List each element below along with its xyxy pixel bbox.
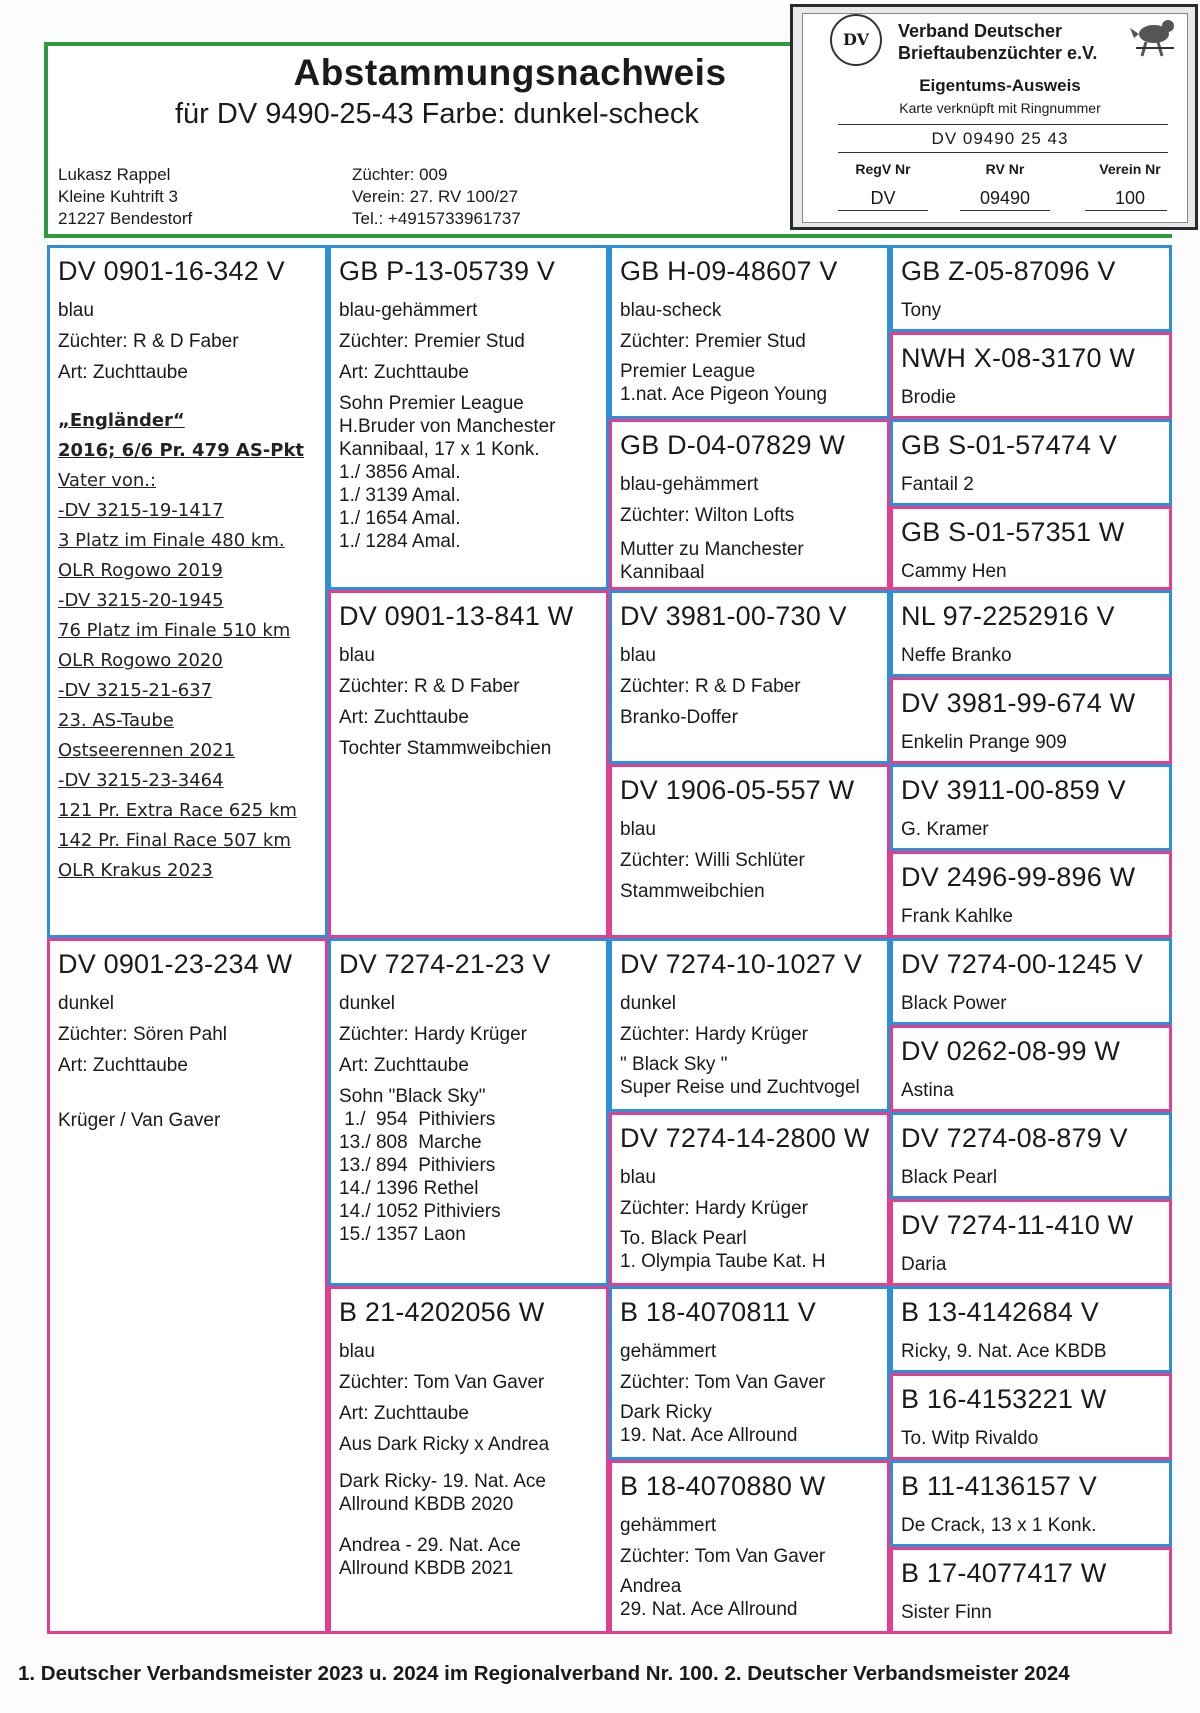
pigeon-name: Daria [901,1254,947,1275]
note: 1./ 1654 Amal. [339,508,461,529]
page-subtitle: für DV 9490-25-43 Farbe: dunkel-scheck [175,98,699,130]
color: blau [620,1167,656,1188]
ring-number: B 11-4136157 V [901,1471,1097,1501]
gg-box [609,1112,890,1286]
gg-box [609,1286,890,1460]
gg-box [609,764,890,938]
breeder: Züchter: R & D Faber [339,676,520,697]
owner-line: Kleine Kuhtrift 3 [58,187,179,206]
note: H.Bruder von Manchester [339,416,556,437]
note: -DV 3215-23-3464 [58,770,224,791]
breeder: Züchter: Sören Pahl [58,1024,227,1045]
breeder: Züchter: Tom Van Gaver [339,1372,545,1393]
ring-number: DV 7274-00-1245 V [901,949,1144,979]
note: 121 Pr. Extra Race 625 km [58,800,297,821]
note: 29. Nat. Ace Allround [620,1599,798,1620]
ring-number: B 16-4153221 W [901,1384,1107,1414]
pigeon-name: Black Power [901,993,1007,1014]
pigeon-name: Fantail 2 [901,474,974,495]
ggg-box [890,851,1172,938]
color: dunkel [58,993,114,1014]
ring-number: DV 1906-05-557 W [620,775,855,805]
pigeon-name: Cammy Hen [901,561,1007,582]
note: 15./ 1357 Laon [339,1224,466,1245]
card-divider [838,152,1168,153]
breeder: Züchter: Hardy Krüger [620,1198,808,1219]
note: 1. Olympia Taube Kat. H [620,1251,826,1272]
ggg-box [890,1547,1172,1634]
pigeon-name: De Crack, 13 x 1 Konk. [901,1515,1097,1536]
card-ring-number: DV 09490 25 43 [931,129,1069,148]
note: Mutter zu Manchester [620,539,804,560]
org-line: Brieftaubenzüchter e.V. [898,43,1098,63]
breeder-line: Züchter: 009 [352,165,448,184]
mother-box [47,938,328,1634]
note: To. Black Pearl [620,1228,747,1249]
breeder: Züchter: R & D Faber [58,331,239,352]
ring-number: NL 97-2252916 V [901,601,1115,631]
ring-number: B 18-4070811 V [620,1297,816,1327]
note: 3 Platz im Finale 480 km. [58,530,285,551]
rv-value: 09490 [979,188,1031,208]
regv-value: DV [870,188,896,208]
note: Andrea - 29. Nat. Ace [339,1535,521,1556]
breeder: Züchter: Hardy Krüger [339,1024,527,1045]
note: 13./ 808 Marche [339,1132,482,1153]
note: -DV 3215-19-1417 [58,500,224,521]
note: Tochter Stammweibchien [339,738,552,759]
ggg-box [890,590,1172,677]
ring-number: GB S-01-57474 V [901,430,1118,460]
color: blau-gehämmert [339,300,478,321]
note: 13./ 894 Pithiviers [339,1155,496,1176]
note: Ostseerennen 2021 [58,740,236,761]
color: blau-gehämmert [620,474,759,495]
note: 1./ 1284 Amal. [339,531,461,552]
pigeon-name: Tony [901,300,942,321]
ring-number: DV 0901-13-841 W [339,601,574,631]
ring-number: DV 3981-99-674 W [901,688,1136,718]
ring-number: DV 7274-10-1027 V [620,949,863,979]
note: Sohn "Black Sky" [339,1086,486,1107]
pigeon-name: Neffe Branko [901,645,1012,666]
note: 14./ 1396 Rethel [339,1178,479,1199]
note: OLR Rogowo 2019 [58,560,223,581]
type: Art: Zuchttaube [58,1055,188,1076]
gg-box [609,938,890,1112]
note: " Black Sky " [620,1054,728,1075]
ggg-box [890,1112,1172,1199]
note: Kannibaal, 17 x 1 Konk. [339,439,540,460]
pigeon-name: G. Kramer [901,819,989,840]
color: dunkel [620,993,676,1014]
verein-value: 100 [1114,188,1146,208]
pigeon-name: Ricky, 9. Nat. Ace KBDB [901,1341,1107,1362]
note: Super Reise und Zuchtvogel [620,1077,860,1098]
father-box [47,245,328,938]
ggg-box [890,1286,1172,1373]
note: Dark Ricky- 19. Nat. Ace [339,1471,546,1492]
note: Sohn Premier League [339,393,524,414]
note: -DV 3215-21-637 [58,680,213,701]
type: Art: Zuchttaube [339,1403,469,1424]
note: Vater von.: [58,470,157,491]
ggg-box [890,332,1172,419]
note: 1./ 3139 Amal. [339,485,461,506]
footer-achievements: 1. Deutscher Verbandsmeister 2023 u. 2024 im Regionalverband Nr. 100. 2. Deutscher Verbandsmeister 2024 [18,1662,1070,1685]
grandfather-mf-box [328,938,609,1286]
breeder-info [352,164,521,230]
note: Premier League [620,361,756,382]
ring-number: GB Z-05-87096 V [901,256,1116,286]
card-underline [1085,210,1167,211]
ggg-box [890,764,1172,851]
owner-address [58,164,192,230]
ggg-box [890,419,1172,506]
note: Allround KBDB 2021 [339,1558,514,1579]
ring-number: GB D-04-07829 W [620,430,846,460]
ggg-box [890,506,1172,590]
note: 1.nat. Ace Pigeon Young [620,384,828,405]
card-underline [838,210,928,211]
note: „Engländer“ [58,410,185,431]
ring-number: DV 3981-00-730 V [620,601,847,631]
color: blau [58,300,94,321]
regv-label: RegV Nr [855,161,911,177]
color: gehämmert [620,1515,717,1536]
pigeon-name: To. Witp Rivaldo [901,1428,1039,1449]
note: Kannibaal [620,562,705,583]
page-title: Abstammungsnachweis [293,52,727,93]
color: dunkel [339,993,395,1014]
ring-number: DV 0901-23-234 W [58,949,293,979]
ring-number: B 13-4142684 V [901,1297,1099,1327]
color: blau [620,645,656,666]
verein-label: Verein Nr [1099,161,1161,177]
card-divider [838,124,1168,125]
breeder: Züchter: Willi Schlüter [620,850,805,871]
grandfather-ff-box [328,245,609,590]
pigeon-name: Enkelin Prange 909 [901,732,1067,753]
breeder-line: Tel.: +4915733961737 [352,209,521,228]
ring-number: B 18-4070880 W [620,1471,826,1501]
gg-box [609,1460,890,1634]
breeder: Züchter: Premier Stud [339,331,525,352]
pigeon-name: Astina [901,1080,954,1101]
ring-number: GB P-13-05739 V [339,256,556,286]
dv-logo [830,14,882,66]
owner-line: 21227 Bendestorf [58,209,193,228]
breeder-line: Verein: 27. RV 100/27 [352,187,519,206]
note: 1./ 3856 Amal. [339,462,461,483]
card-subtitle: Karte verknüpft mit Ringnummer [899,100,1101,116]
ring-number: DV 3911-00-859 V [901,775,1126,805]
grandmother-fm-box [328,590,609,938]
color: blau [339,645,375,666]
owner-line: Lukasz Rappel [58,165,171,184]
note: 1./ 954 Pithiviers [339,1109,496,1130]
breeder: Züchter: Hardy Krüger [620,1024,808,1045]
note: Aus Dark Ricky x Andrea [339,1434,550,1455]
grandmother-mm-box [328,1286,609,1634]
note: Dark Ricky [620,1402,712,1423]
note: Stammweibchien [620,881,765,902]
ring-number: DV 0901-16-342 V [58,256,285,286]
note: OLR Krakus 2023 [58,860,213,881]
ggg-box [890,1199,1172,1286]
rv-label: RV Nr [985,161,1025,177]
note: 23. AS-Taube [58,710,174,731]
note: Andrea [620,1576,682,1597]
note: 2016; 6/6 Pr. 479 AS-Pkt [58,440,305,461]
pigeon-name: Sister Finn [901,1602,992,1623]
breeder: Züchter: Premier Stud [620,331,806,352]
color: blau [339,1341,375,1362]
ring-number: B 17-4077417 W [901,1558,1107,1588]
card-underline [960,210,1050,211]
note: Branko-Doffer [620,707,738,728]
note: -DV 3215-20-1945 [58,590,224,611]
ring-number: B 21-4202056 W [339,1297,545,1327]
pigeon-icon [1130,14,1178,58]
color: gehämmert [620,1341,717,1362]
type: Art: Zuchttaube [58,362,188,383]
breeder: Züchter: R & D Faber [620,676,801,697]
gg-box [609,590,890,764]
ggg-box [890,677,1172,764]
pigeon-name: Brodie [901,387,956,408]
color: blau-scheck [620,300,722,321]
ring-number: NWH X-08-3170 W [901,343,1136,373]
organization-name [898,20,1097,64]
ggg-box [890,1373,1172,1460]
type: Art: Zuchttaube [339,1055,469,1076]
ggg-box [890,1460,1172,1547]
card-title: Eigentums-Ausweis [919,76,1081,95]
ring-number: DV 2496-99-896 W [901,862,1136,892]
type: Art: Zuchttaube [339,707,469,728]
ggg-box [890,938,1172,1025]
gg-box [609,245,890,419]
breeder: Züchter: Tom Van Gaver [620,1546,826,1567]
breeder: Züchter: Tom Van Gaver [620,1372,826,1393]
type: Art: Zuchttaube [339,362,469,383]
note: 19. Nat. Ace Allround [620,1425,798,1446]
breeder: Züchter: Wilton Lofts [620,505,795,526]
pigeon-name: Frank Kahlke [901,906,1013,927]
note: Krüger / Van Gaver [58,1110,221,1131]
ring-number: GB H-09-48607 V [620,256,838,286]
note: 14./ 1052 Pithiviers [339,1201,501,1222]
note: OLR Rogowo 2020 [58,650,223,671]
ring-number: DV 7274-11-410 W [901,1210,1134,1240]
ggg-box [890,1025,1172,1112]
note: 76 Platz im Finale 510 km [58,620,291,641]
gg-box [609,419,890,590]
pigeon-name: Black Pearl [901,1167,998,1188]
ring-number: DV 7274-14-2800 W [620,1123,870,1153]
ring-number: GB S-01-57351 W [901,517,1125,547]
color: blau [620,819,656,840]
ring-number: DV 7274-08-879 V [901,1123,1128,1153]
note: Allround KBDB 2020 [339,1494,514,1515]
ggg-box [890,245,1172,332]
logo-text: DV [842,30,869,49]
ring-number: DV 0262-08-99 W [901,1036,1121,1066]
org-line: Verband Deutscher [898,21,1063,41]
note: 142 Pr. Final Race 507 km [58,830,291,851]
ring-number: DV 7274-21-23 V [339,949,551,979]
